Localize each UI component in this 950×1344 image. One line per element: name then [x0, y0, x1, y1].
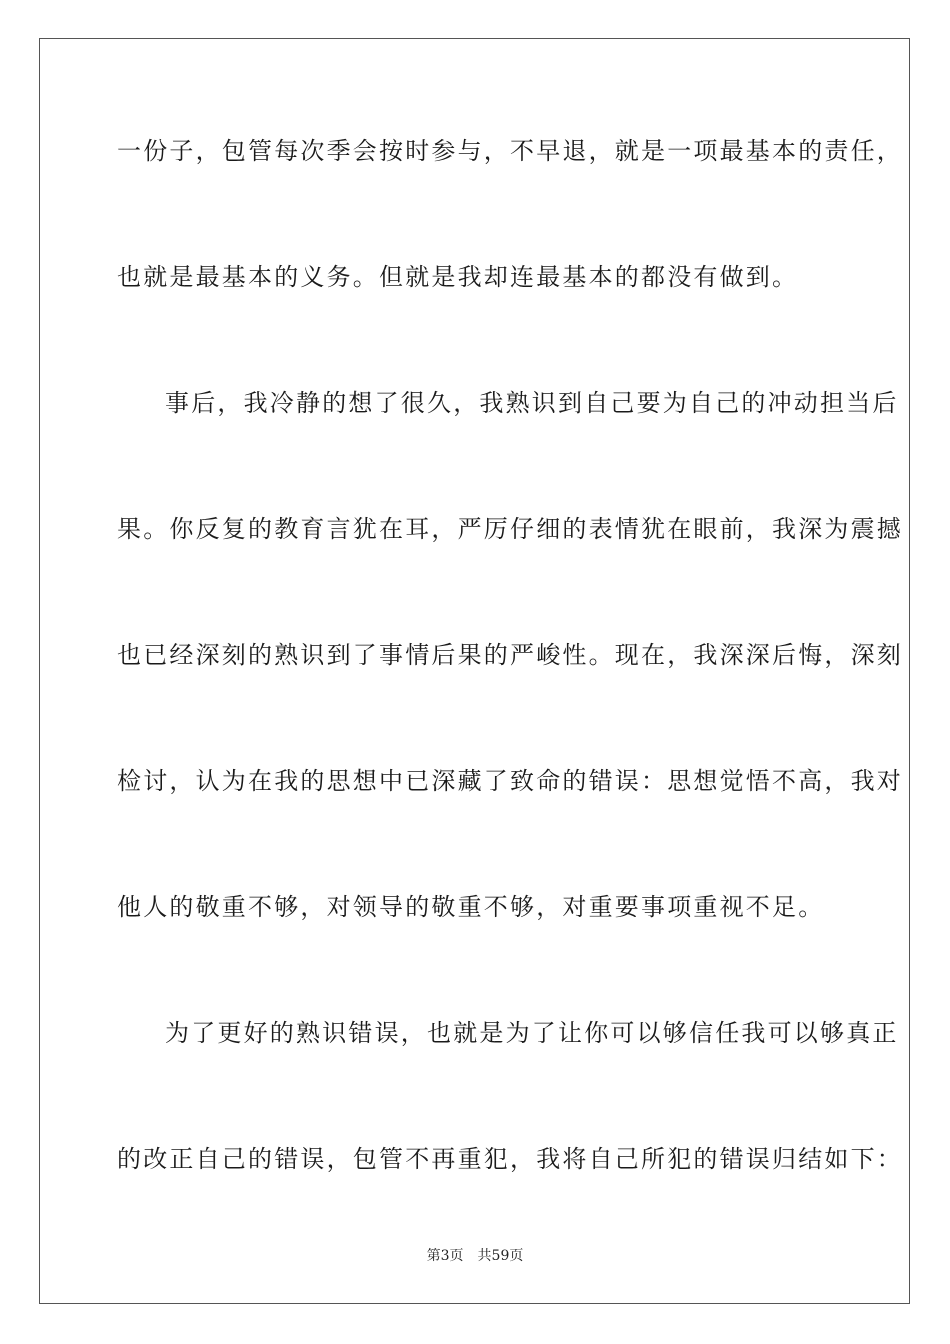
text-line-4: 果。你反复的教育言犹在耳，严厉仔细的表情犹在眼前，我深为震撼	[117, 515, 903, 543]
page-border	[39, 38, 910, 1304]
page-footer	[0, 1247, 950, 1265]
text-line-6: 检讨，认为在我的思想中已深藏了致命的错误：思想觉悟不高，我对	[117, 767, 903, 795]
text-line-1: 一份子，包管每次季会按时参与，不早退，就是一项最基本的责任，	[117, 137, 903, 165]
page-number: 第3页	[426, 1248, 464, 1264]
text-line-3: 事后，我冷静的想了很久，我熟识到自己要为自己的冲动担当后	[165, 389, 899, 417]
text-line-2: 也就是最基本的义务。但就是我却连最基本的都没有做到。	[117, 263, 799, 291]
text-line-9: 的改正自己的错误，包管不再重犯，我将自己所犯的错误归结如下：	[117, 1145, 903, 1173]
text-line-7: 他人的敬重不够，对领导的敬重不够，对重要事项重视不足。	[117, 893, 825, 921]
text-line-5: 也已经深刻的熟识到了事情后果的严峻性。现在，我深深后悔，深刻	[117, 641, 903, 669]
text-line-8: 为了更好的熟识错误，也就是为了让你可以够信任我可以够真正	[165, 1019, 899, 1047]
total-pages: 共59页	[477, 1248, 524, 1264]
